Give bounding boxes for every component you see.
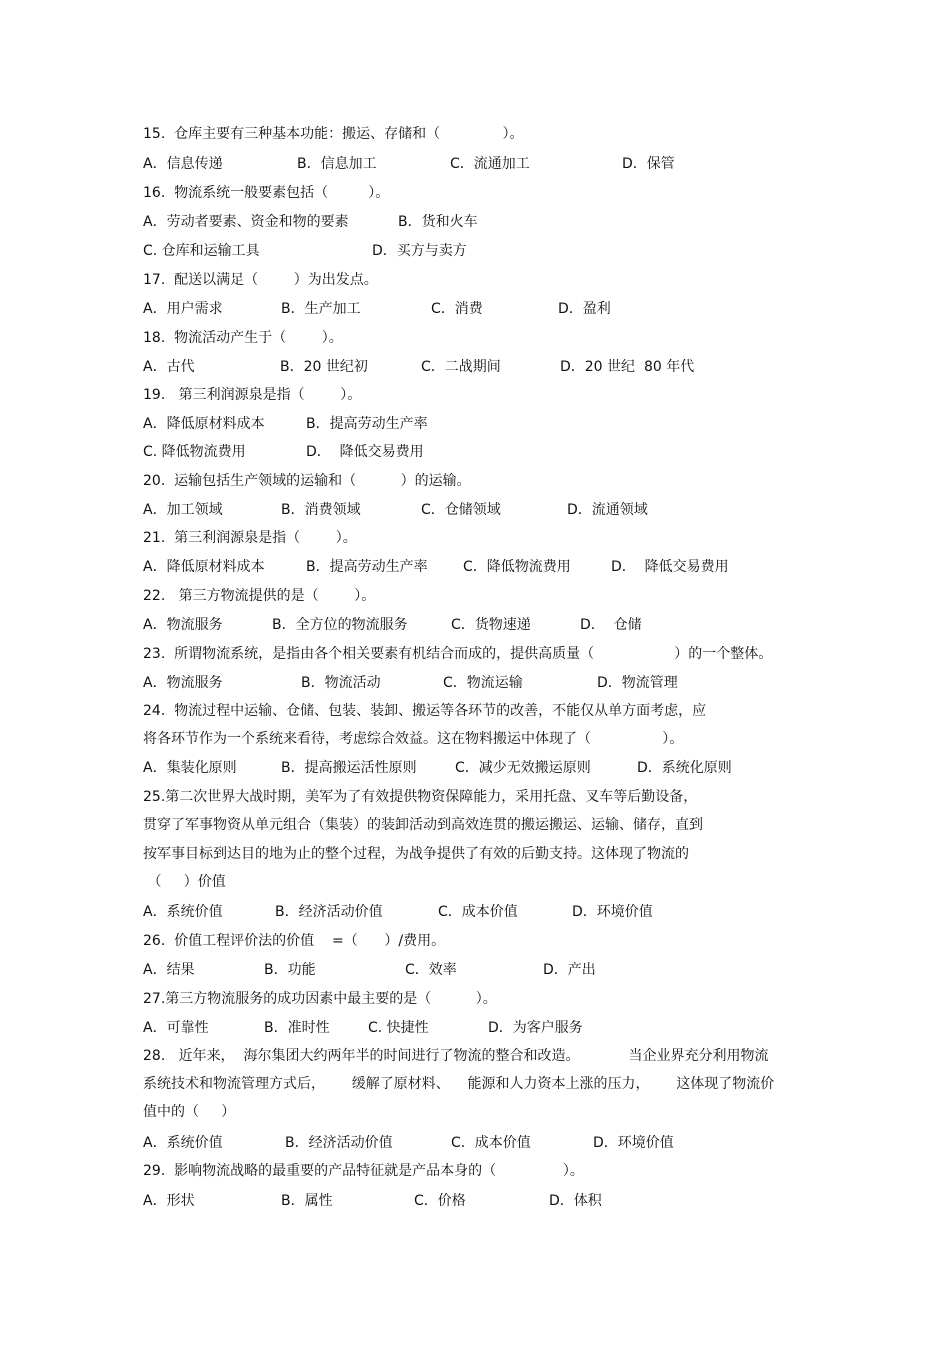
answer-option: D．保管 [622,156,675,172]
answer-option: B．信息加工 [297,156,377,172]
answer-option: D．环境价值 [593,1135,674,1151]
answer-option: B．提高劳动生产率 [306,559,428,575]
answer-option: A．可靠性 [143,1020,209,1036]
answer-option: D． 降低交易费用 [306,444,424,460]
answer-option: A．系统价值 [143,1135,223,1151]
answer-option: A．结果 [143,962,195,978]
answer-option: B．经济活动价值 [275,904,383,920]
answer-option: A．加工领域 [143,502,223,518]
answer-option: C．流通加工 [450,156,530,172]
answer-option: B．准时性 [264,1020,330,1036]
answer-option: B．货和火车 [398,214,478,230]
answer-option: C．价格 [414,1193,466,1209]
question-text: 22. 第三方物流提供的是（ ）。 [143,588,376,604]
question-text: 28. 近年来， 海尔集团大约两年半的时间进行了物流的整合和改造。 当企业界充分利用物流 [143,1048,769,1064]
answer-option: A．系统价值 [143,904,223,920]
question-text: 18. 物流活动产生于（ ）。 [143,330,343,346]
answer-option: C．货物速递 [451,617,531,633]
answer-option: C．二战期间 [421,359,501,375]
answer-option: B．属性 [281,1193,333,1209]
question-text: 27.第三方物流服务的成功因素中最主要的是（ ）。 [143,991,497,1007]
answer-option: B．全方位的物流服务 [272,617,408,633]
answer-option: A．物流服务 [143,617,223,633]
answer-option: B．经济活动价值 [285,1135,393,1151]
answer-option: B．物流活动 [301,675,381,691]
answer-option: C．降低物流费用 [463,559,571,575]
question-text: 24. 物流过程中运输、仓储、包装、装卸、搬运等各环节的改善，不能仅从单方面考虑，应 [143,703,707,719]
answer-option: D．盈利 [558,301,611,317]
question-text: 21. 第三利润源泉是指（ ）。 [143,530,357,546]
answer-option: A．古代 [143,359,195,375]
question-text: 贯穿了军事物资从单元组合（集装）的装卸活动到高效连贯的搬运搬运、运输、储存，直到 [143,817,703,833]
answer-option: A．信息传递 [143,156,223,172]
answer-option: B．20 世纪初 [280,359,368,375]
answer-option: C．物流运输 [443,675,523,691]
answer-option: C．效率 [405,962,457,978]
answer-option: A．形状 [143,1193,195,1209]
answer-option: C．减少无效搬运原则 [455,760,591,776]
answer-option: A．劳动者要素、资金和物的要素 [143,214,349,230]
answer-option: B．提高搬运活性原则 [281,760,417,776]
question-text: 值中的（ ） [143,1104,236,1120]
answer-option: D． 仓储 [580,617,642,633]
answer-option: C. 降低物流费用 [143,444,246,460]
answer-option: D．为客户服务 [488,1020,583,1036]
answer-option: D．物流管理 [597,675,678,691]
answer-option: C. 仓库和运输工具 [143,243,260,259]
answer-option: A．降低原材料成本 [143,416,265,432]
answer-option: D．流通领域 [567,502,648,518]
question-text: 20. 运输包括生产领域的运输和（ ）的运输。 [143,473,471,489]
answer-option: D．系统化原则 [637,760,732,776]
answer-option: B．提高劳动生产率 [306,416,428,432]
answer-option: A．用户需求 [143,301,223,317]
answer-option: D．环境价值 [572,904,653,920]
answer-option: A．物流服务 [143,675,223,691]
answer-option: C. 快捷性 [368,1020,429,1036]
question-text: 15. 仓库主要有三种基本功能：搬运、存储和（ ）。 [143,126,524,142]
answer-option: B．生产加工 [281,301,361,317]
question-text: （ ）价值 [143,874,226,890]
question-text: 23. 所谓物流系统，是指由各个相关要素有机结合而成的，提供高质量（ ）的一个整体。 [143,646,773,662]
answer-option: D．产出 [543,962,596,978]
answer-option: D．体积 [549,1193,602,1209]
answer-option: C．成本价值 [451,1135,531,1151]
answer-option: C．成本价值 [438,904,518,920]
answer-option: B．消费领域 [281,502,361,518]
question-text: 系统技术和物流管理方式后， 缓解了原材料、 能源和人力资本上涨的压力， 这体现了物流价 [143,1076,775,1092]
answer-option: B．功能 [264,962,316,978]
question-text: 19. 第三利润源泉是指（ ）。 [143,387,362,403]
question-text: 按军事目标到达目的地为止的整个过程，为战争提供了有效的后勤支持。这体现了物流的 [143,846,689,862]
question-text: 26. 价值工程评价法的价值 =（ ）/费用。 [143,933,446,949]
answer-option: C．仓储领域 [421,502,501,518]
question-text: 16. 物流系统一般要素包括（ ）。 [143,185,390,201]
answer-option: D．20 世纪 80 年代 [560,359,695,375]
answer-option: D．买方与卖方 [372,243,467,259]
question-text: 25.第二次世界大战时期，美军为了有效提供物资保障能力，采用托盘、叉车等后勤设备， [143,789,698,805]
question-text: 17. 配送以满足（ ）为出发点。 [143,272,378,288]
answer-option: C．消费 [431,301,483,317]
question-text: 将各环节作为一个系统来看待，考虑综合效益。这在物料搬运中体现了（ ）。 [143,731,684,747]
question-text: 29. 影响物流战略的最重要的产品特征就是产品本身的（ ）。 [143,1163,584,1179]
answer-option: D． 降低交易费用 [611,559,729,575]
answer-option: A．集装化原则 [143,760,237,776]
answer-option: A．降低原材料成本 [143,559,265,575]
